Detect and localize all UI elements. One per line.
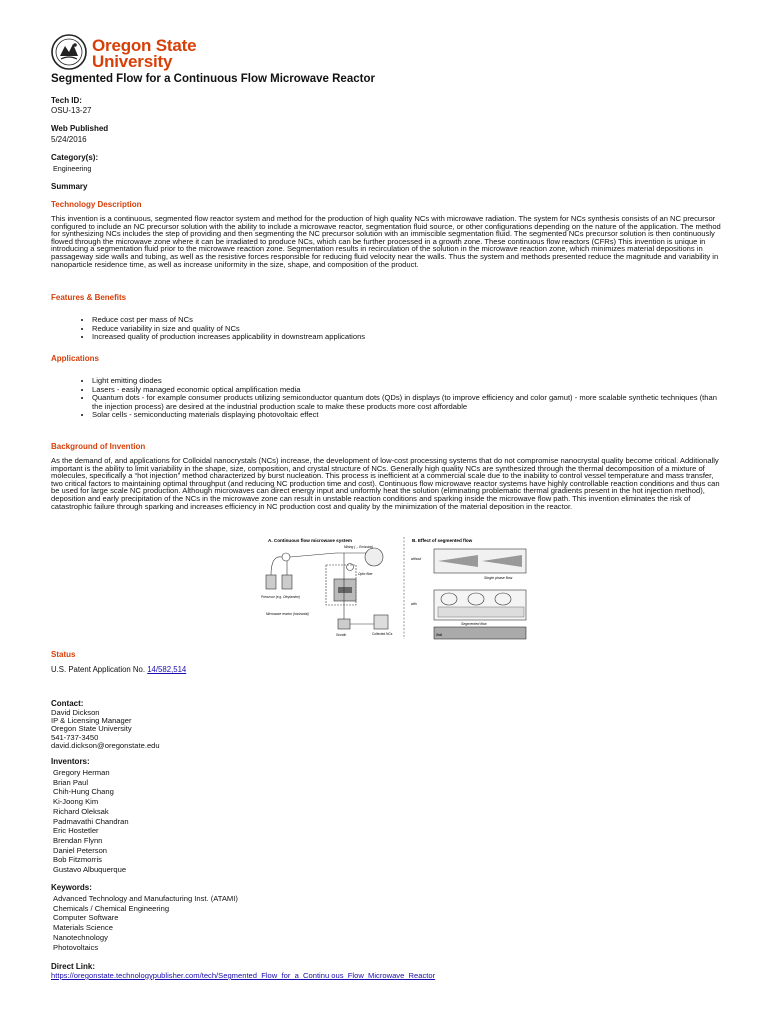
contact-label: Contact: [51, 699, 84, 708]
list-item: Richard Oleksak [53, 806, 109, 816]
list-item: • Reduce variability in size and quality of NCs [92, 325, 724, 334]
list-item: • Increased quality of production increases applicability in downstream applications [92, 333, 724, 342]
logo-line-2: University [92, 52, 173, 71]
category-value: Engineering [53, 164, 92, 173]
list-item: Eric Hostetler [53, 826, 99, 836]
list-item: • Reduce cost per mass of NCs [92, 316, 724, 325]
figure-label-precursor: Precursor (e.g. Oleylamine) [261, 595, 300, 599]
contact-name: David Dickson [51, 708, 100, 717]
contact-block [51, 709, 160, 750]
figure-label-without: without [411, 557, 422, 561]
applications-list [51, 377, 724, 420]
figure-label-collected: Collected NCs [372, 632, 393, 636]
list-item: • Solar cells - semiconducting materials displaying photovoltaic effect [92, 411, 724, 420]
list-item: Gregory Herman [53, 768, 110, 777]
list-item: Daniel Peterson [53, 845, 108, 855]
list-item: Photovoltaics [53, 942, 99, 952]
osu-logo [51, 33, 241, 71]
tech-id-value: OSU-13-27 [51, 106, 92, 115]
patent-link[interactable]: 14/582,514 [147, 665, 187, 674]
list-item: Chemicals / Chemical Engineering [53, 903, 170, 913]
status-text [51, 666, 186, 674]
keywords-list [53, 894, 238, 952]
figure-label-wall: Wall [436, 633, 443, 637]
list-item: Materials Science [53, 923, 113, 933]
contact-org: Oregon State University [51, 724, 132, 734]
figure-label-microwave: Microwave reactor (horizontal) [266, 612, 309, 616]
list-item: Gustavo Albuquerque [53, 865, 127, 875]
direct-link[interactable]: https://oregonstate.technologypublisher.com/tech/Segmented_Flow_for_a_Continu ous_Flow_Microwave_Reactor [51, 971, 436, 980]
list-item: • Quantum dots - for example consumer products utilizing semiconductor quantum dots (QDs) in displays (to improve efficiency and color gamut) - more scalable synthetic techniques (than the injection process) are desired at the industrial production scale to make these products more cost affordable [92, 394, 724, 411]
background-heading: Background of Invention [51, 442, 146, 451]
list-item: Advanced Technology and Manufacturing Inst. (ATAMI) [53, 894, 238, 903]
figure-panel-b-label: B. Effect of segmented flow [412, 538, 473, 543]
figure-label-growth: Growth [336, 633, 347, 637]
figure-label-mixing: Mixing (→ Emission) [344, 545, 374, 549]
list-item: • Lasers - easily managed economic optical amplification media [92, 386, 724, 395]
inventors-label: Inventors: [51, 757, 90, 766]
figure-label-with: with [411, 602, 417, 606]
contact-phone: 541-737-3450 [51, 732, 99, 742]
features-heading: Features & Benefits [51, 293, 127, 302]
keywords-label: Keywords: [51, 883, 92, 892]
applications-heading: Applications [51, 354, 100, 363]
list-item: • Light emitting diodes [92, 377, 724, 386]
list-item: Computer Software [53, 913, 119, 923]
list-item: Padmavathi Chandran [53, 816, 129, 826]
figure-panel-a-label: A. Continuous flow microwave system [268, 538, 352, 543]
web-published-label: Web Published [51, 124, 109, 133]
reactor-diagram [256, 535, 533, 641]
category-label: Category(s): [51, 153, 99, 162]
direct-link-label: Direct Link: [51, 962, 96, 971]
contact-email: david.dickson@oregonstate.edu [51, 740, 160, 750]
status-heading: Status [51, 650, 76, 659]
tech-id-label: Tech ID: [51, 96, 82, 105]
contact-title: IP & Licensing Manager [51, 716, 132, 726]
summary-label: Summary [51, 182, 88, 191]
logo-line-1: Oregon State [92, 36, 197, 55]
direct-link-row [51, 972, 435, 980]
list-item: Brendan Flynn [53, 835, 103, 845]
page-title: Segmented Flow for a Continuous Flow Microwave Reactor [51, 73, 375, 85]
osu-seal-icon [51, 34, 87, 70]
features-list [51, 316, 724, 342]
figure-label-optic: Optic fiber [358, 572, 373, 576]
list-item: Brian Paul [53, 777, 89, 787]
background-text: As the demand of, and applications for Colloidal nanocrystals (NCs) increase, the development of low-cost processing systems that do not compromise nanocrystal quality become critical. Additionally important is the ability to limit variability in the shape, size, composition, and crystal structure of NCs. Generally high quality NCs are synthesized through the thermal decomposition of a mixture of molecules, specifically a “hot injection” method characterized by burst nucleation. This process is inefficient at a commercial scale due to the inability to control vessel temperature and mass transfer, two critical factors to maintaining optimal throughput (and reducing NC production time and cost). Continuous flow microwave reactor systems have highly controllable reaction conditions and thus can be used for large scale NC production. Although microwaves can direct energy input and uniformly heat the solution (eliminating problematic thermal gradients present in the hot injection method), deposition and early precipitation of the NCs in the microwave zone can result in unstable reaction conditions and sparking inside the microwave flow path. This invention eliminates the risk of catastrophic failure through sparking and increases efficiency in NC production cost and quality by the minimization of the material deposition in the reactor. [51, 456, 720, 511]
technology-description-text: This invention is a continuous, segmented flow reactor system and method for the production of high quality NCs with microwave radiation. The system for NCs synthesis consists of an NC precursor configured to include an NC precursor solution with the ability to include a microwave reactor, segmentation fluid source, or other configurations depending on the nature of the application. The method for synthesizing NCs includes the step of providing and then segmenting the NC precursor solution with an immiscible segmentation fluid. The segmented NCs precursor solution is then continuously flowed through the microwave zone where it can be irradiated to produce NCs, which can be further processed in a growth zone. These continuous flow reactors (CFRs) This invention is unique in introducing a segmentation fluid prior to the microwave reaction zone. Segmentation results in recirculation of the solution in the microwave reaction zone, which minimizes material depositions in passageway side walls and tubing, as well as the resistive forces responsible for reducing fluid velocity near the walls. Thus the system and methods presented reduce the magnitude and variability in nanoparticle residence time, as well as increase uniformity in the size, shape, and composition of the product. [51, 214, 721, 269]
list-item: Chih-Hung Chang [53, 787, 114, 797]
status-prefix: U.S. Patent Application No. [51, 665, 148, 674]
inventors-list [53, 768, 129, 875]
list-item: Nanotechnology [53, 932, 108, 942]
technology-description-heading: Technology Description [51, 200, 142, 209]
figure-label-single: Single phase flow [484, 576, 513, 580]
figure-label-segmented: Segmented flow [461, 622, 487, 626]
list-item: Bob Fitzmorris [53, 855, 102, 865]
web-published-value: 5/24/2016 [51, 135, 87, 144]
list-item: Ki-Joong Kim [53, 797, 99, 807]
